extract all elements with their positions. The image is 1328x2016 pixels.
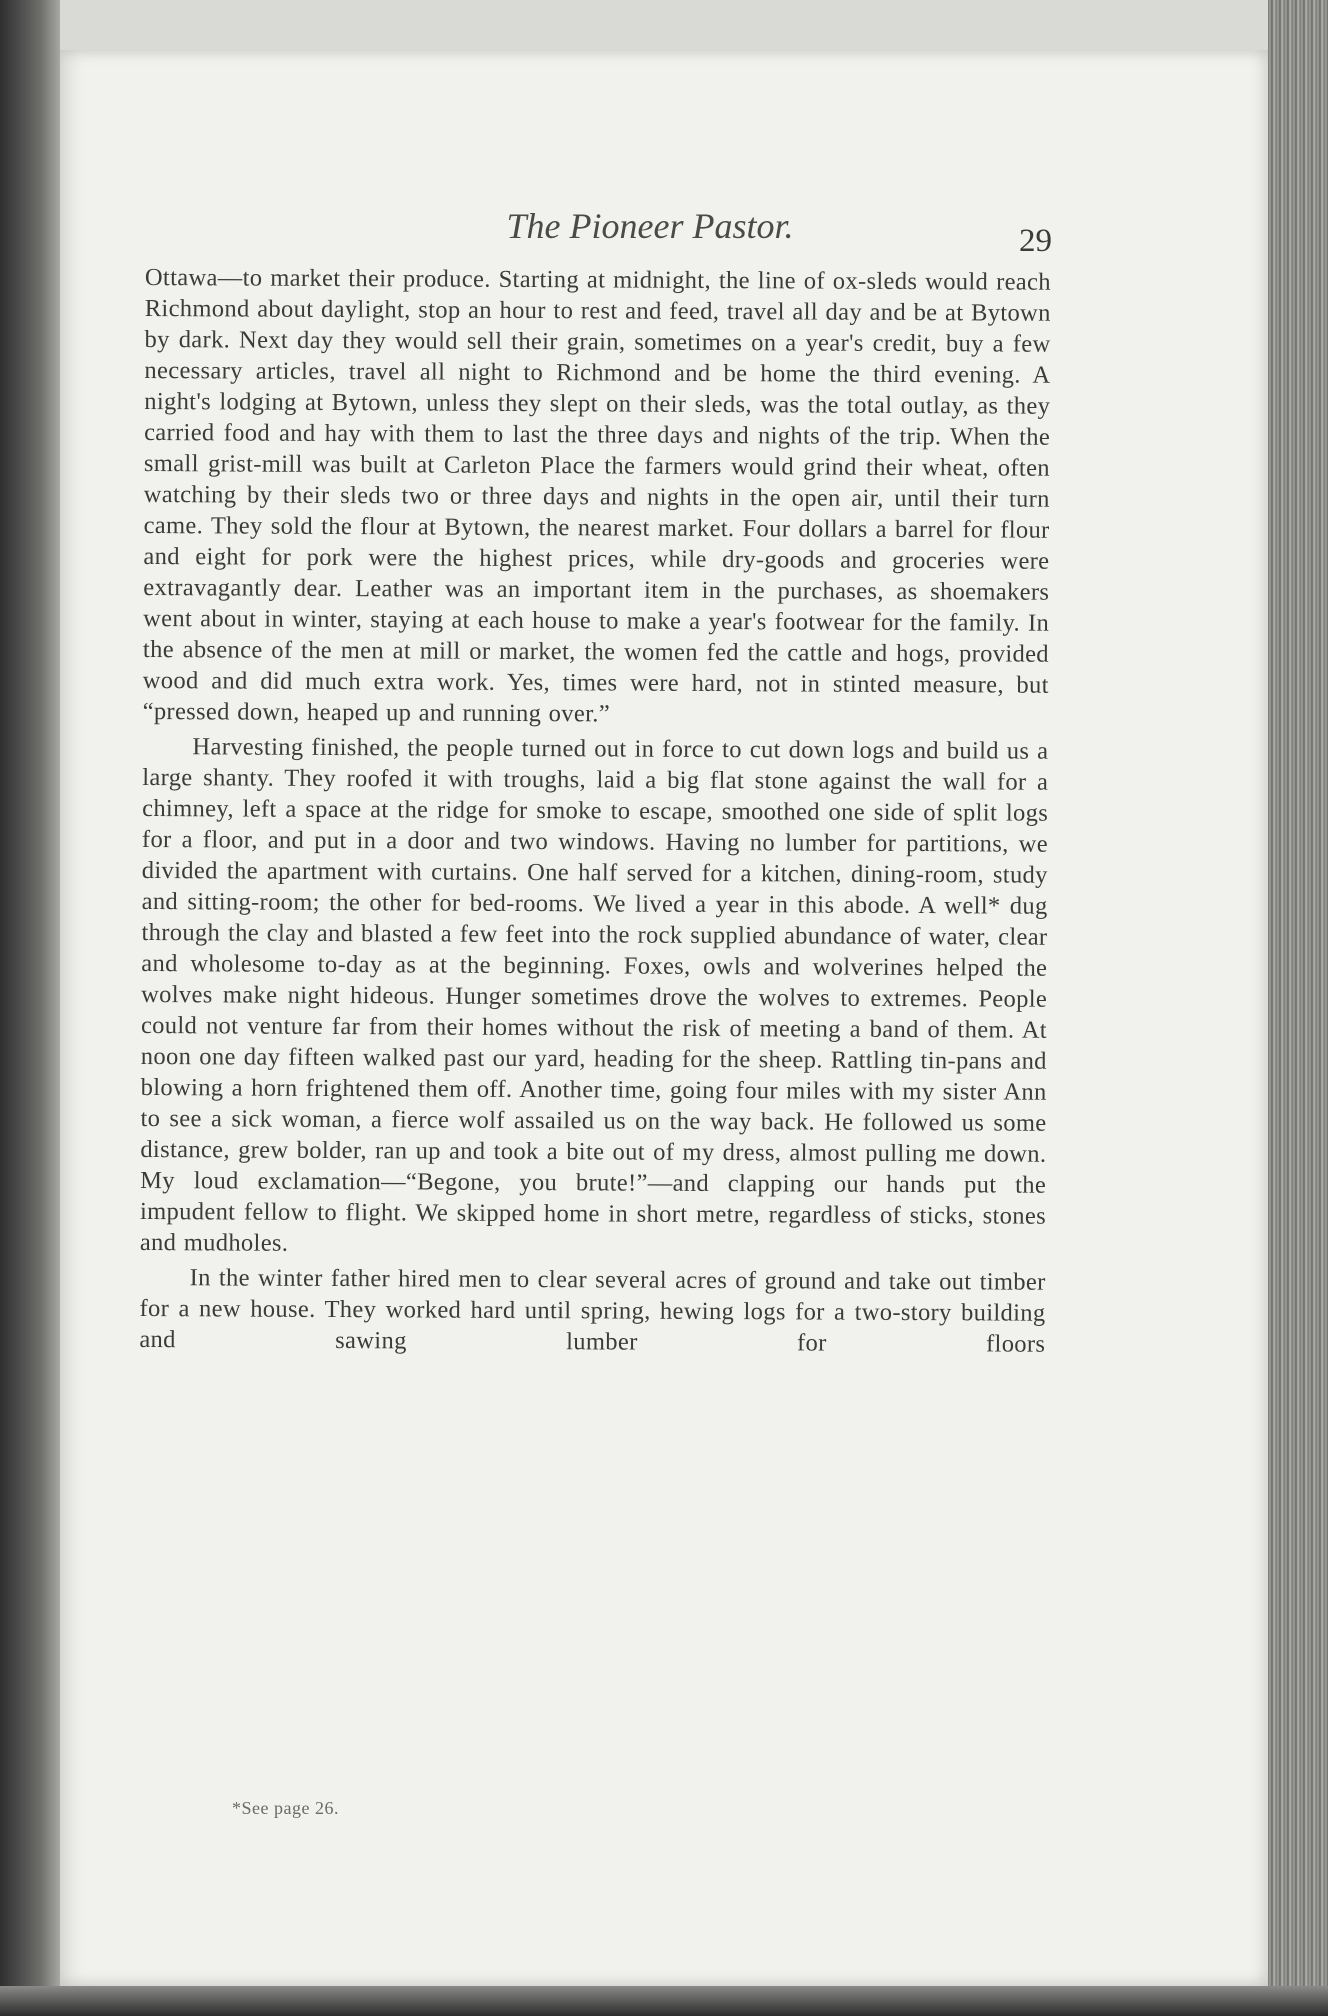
page-number: 29: [1019, 223, 1052, 259]
scan-bottom-edge: [0, 1986, 1328, 2016]
footnote: *See page 26.: [232, 1798, 339, 1818]
paragraph-continued: Ottawa—to market their produce. Starting at midnight, the line of ox-sleds would reach Richmond about daylight, stop an hour to rest and feed, travel all day and be at Bytown by dark. Next day they would sell their grain, sometimes on a year's credit, buy a few necessary articles, travel all night to Richmond and be home the third evening. A night's lodging at Bytown, unless they slept on their sleds, was the total outlay, as they carried food and hay with them to last the three days and nights of the trip. When the small grist-mill was built at Carleton Place the farmers would grind their wheat, often watching by their sleds two or three days and nights in the open air, until their turn came. They sold the flour at Bytown, the nearest market. Four dollars a barrel for flour and eight for pork were the highest prices, while dry-goods and groceries were extravagantly dear. Leather was an important item in the purchases, as shoemakers went about in winter, staying at each house to make a year's footwear for the family. In the absence of the men at mill or market, the women fed the cattle and hogs, provided wood and did much extra work. Yes, times were hard, not in stinted measure, but “pressed down, heaped up and running over.”: [142, 263, 1051, 728]
paragraph-harvesting: Harvesting finished, the people turned out in force to cut down logs and build us a large shanty. They roofed it with troughs, laid a big flat stone against the wall for a chimney, left a space at the ridge for smoke to escape, smoothed one side of split logs for a floor, and put in a door and two windows. Having no lumber for partitions, we divided the apartment with curtains. One half served for a kitchen, dining-room, study and sitting-room; the other for bed-rooms. We lived a year in this abode. A well* dug through the clay and blasted a few feet into the rock supplied abundance of water, clear and wholesome to-day as at the beginning. Foxes, owls and wolverines helped the wolves make night hideous. Hunger sometimes drove the wolves to extremes. People could not venture far from their homes without the risk of meeting a band of them. At noon one day fifteen walked past our yard, heading for the sheep. Rattling tin-pans and blowing a horn frightened them off. Another time, going four miles with my sister Ann to see a sick woman, a fierce wolf assailed us on the way back. He followed us some distance, grew bolder, ran up and took a bite out of my dress, almost pulling me down. My loud exclamation—“Begone, you brute!”—and clapping our hands put the impudent fellow to flight. We skipped home in short metre, regardless of sticks, stones and mudholes.: [139, 733, 1049, 1257]
scan-binding-shadow: [0, 0, 60, 2016]
body-text: [139, 262, 1051, 1360]
paragraph-winter: In the winter father hired men to clear several acres of ground and take out timber for a new house. They worked hard until spring, hewing logs for a two-story building and sawing lumber for floors: [139, 1264, 1046, 1358]
running-head: The Pioneer Pastor.: [506, 206, 794, 246]
page-edge-stack: [1268, 0, 1328, 2016]
